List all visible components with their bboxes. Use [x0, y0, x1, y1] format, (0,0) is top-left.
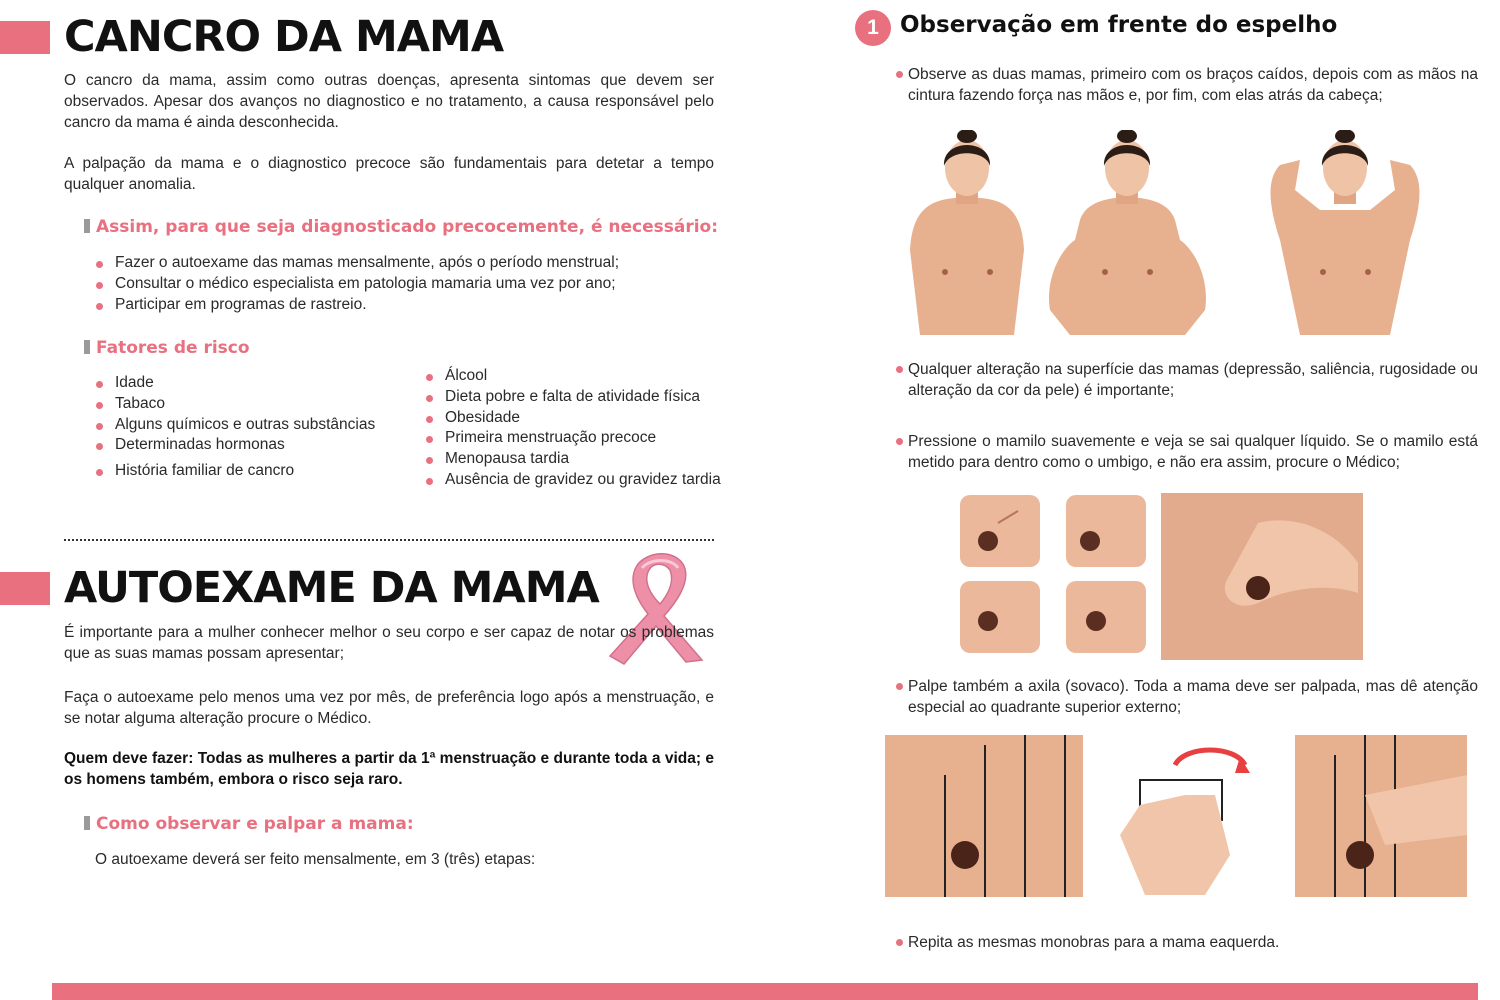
section-divider [64, 539, 714, 541]
section-marker-bar [0, 21, 50, 54]
list-item: Primeira menstruação precoce [425, 428, 725, 449]
bullet-observe: Observe as duas mamas, primeiro com os braços caídos, depois com as mãos na cintura fazendo força nas mãos e, por fim, com elas atrás da cabeça; [896, 64, 1478, 106]
list-item: Obesidade [425, 408, 725, 429]
list-item: Participar em programas de rastreio. [95, 295, 715, 316]
section-title-autoexame: AUTOEXAME DA MAMA [64, 563, 599, 613]
risk-list-col1 [95, 373, 415, 482]
subheading-text: Fatores de risco [96, 338, 250, 358]
list-item: Álcool [425, 366, 725, 387]
subheading-risk-factors [84, 338, 250, 358]
frequency-paragraph: Faça o autoexame pelo menos uma vez por mês, de preferência logo após a menstruação, e se notar alguma alteração procure o Médico. [64, 689, 714, 727]
steps-intro-text: O autoexame deverá ser feito mensalmente, em 3 (três) etapas: [95, 851, 536, 868]
step-number-badge: 1 [855, 10, 891, 46]
nipple-inspection-illustration [958, 493, 1364, 660]
list-item: Fazer o autoexame das mamas mensalmente, após o período menstrual; [95, 253, 715, 274]
step-title: Observação em frente do espelho [900, 12, 1338, 38]
intro-paragraph: O cancro da mama, assim como outras doenças, apresenta sintomas que devem ser observados. Apesar dos avanços no diagnostico e no tratamento, a causa responsável pelo cancro da mama é ainda desconhecida. [64, 72, 714, 131]
who-should-paragraph: Quem deve fazer: Todas as mulheres a partir da 1ª menstruação e durante toda a vida; e os homens também, embora o risco seja raro. [64, 750, 714, 788]
list-item: Alguns químicos e outras substâncias [95, 415, 415, 436]
subheading-marker [84, 816, 90, 830]
necessary-list [95, 253, 715, 315]
list-item: Menopausa tardia [425, 449, 725, 470]
list-item: Dieta pobre e falta de atividade física [425, 387, 725, 408]
bullet-nipple-check: Pressione o mamilo suavemente e veja se sai qualquer líquido. Se o mamilo está metido para dentro como o umbigo, e não era assim, procure o Médico; [896, 431, 1478, 473]
bullet-axilla-palpation: Palpe também a axila (sovaco). Toda a mama deve ser palpada, mas dê atenção especial ao quadrante superior externo; [896, 676, 1478, 718]
list-item: Consultar o médico especialista em patologia mamaria uma vez por ano; [95, 274, 715, 295]
palpation-technique-illustration [885, 735, 1467, 897]
list-item: Ausência de gravidez ou gravidez tardia [425, 470, 725, 491]
subheading-text: Assim, para que seja diagnosticado precocemente, é necessário: [96, 217, 719, 237]
list-item: Tabaco [95, 394, 415, 415]
figure-hands-behind-head [1271, 130, 1420, 335]
subheading-necessary [84, 217, 718, 237]
palpation-paragraph: A palpação da mama e o diagnostico precoce são fundamentais para detetar a tempo qualquer anomalia. [64, 155, 714, 193]
subheading-text: Como observar e palpar a mama: [96, 814, 414, 834]
bullet-surface-changes: Qualquer alteração na superfície das mamas (depressão, saliência, rugosidade ou alteração da cor da pele) é importante; [896, 359, 1478, 401]
bullet-repeat: Repita as mesmas monobras para a mama eaquerda. [896, 932, 1478, 953]
subheading-how-to [84, 814, 414, 834]
figure-arms-down [910, 130, 1024, 335]
mirror-observation-illustration [900, 130, 1465, 335]
subheading-marker [84, 219, 90, 233]
hand-circular-motion [1120, 750, 1250, 895]
figure-hands-on-hips [1049, 130, 1206, 335]
list-item: Idade [95, 373, 415, 394]
subheading-marker [84, 340, 90, 354]
list-item: História familiar de cancro [95, 461, 415, 482]
footer-bar [52, 983, 1478, 1000]
risk-list-col2 [425, 366, 725, 491]
importance-paragraph: É importante para a mulher conhecer melhor o seu corpo e ser capaz de notar os problemas que as suas mamas possam apresentar; [64, 624, 714, 662]
section-marker-bar [0, 572, 50, 605]
page-title: CANCRO DA MAMA [64, 12, 504, 62]
list-item: Determinadas hormonas [95, 435, 415, 456]
